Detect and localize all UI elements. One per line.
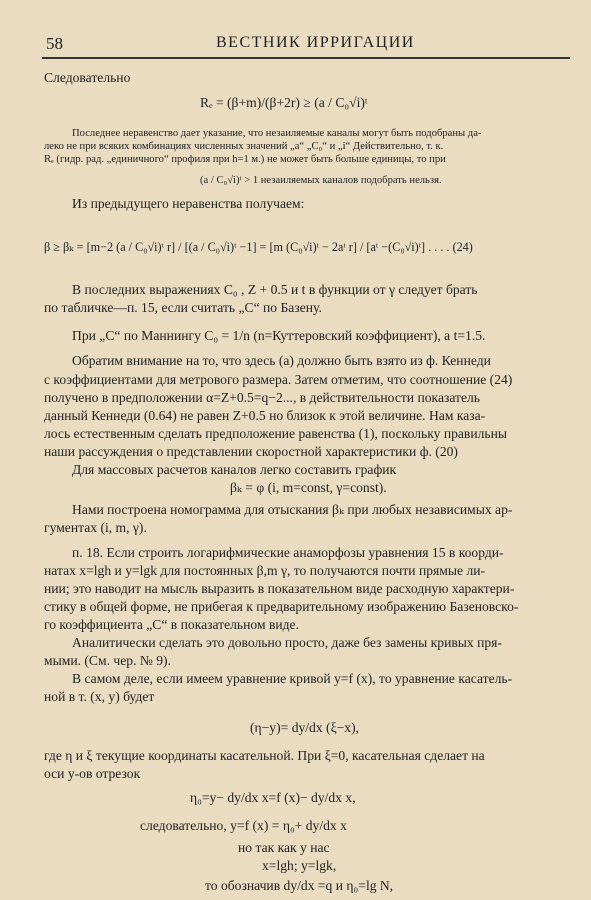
text-line: леко не при всяких комбинациях численных значений „a“ „C₀“ и „i“ Действительно, т. к. [44, 141, 444, 152]
header-rule [42, 57, 570, 59]
text-line: Для массовых расчетов каналов легко составить график [72, 462, 397, 477]
text-line: мыми. (См. чер. № 9). [44, 653, 171, 668]
text-line: где η и ξ текущие координаты касательной. При ξ=0, касательная сделает на [44, 748, 485, 763]
text-line: лось естественным сделать предположение равенства (1), поскольку правильны [44, 426, 508, 441]
text-line: Последнее неравенство дает указание, что незаиляемые каналы могут быть подобраны да- [72, 128, 482, 139]
text-line: В последних выражениях C₀ , Z + 0.5 и t в функции от γ следует брать [72, 282, 478, 297]
text-line: но так как y нас [238, 840, 330, 855]
formula-y: следовательно, y=f (x) = η₀+ dy/dx x [140, 818, 347, 833]
text-line: Из предыдущего неравенства получаем: [72, 196, 305, 211]
text-line: нии; это наводит на мысль выразить в показательном виде расходную характери- [44, 581, 515, 596]
text-line: Rₑ (гидр. рад. „единичного“ профиля при h=1 м.) не может быть больше единицы, то при [44, 154, 446, 165]
section-18-start: п. 18. Если строить логарифмические анаморфозы уравнения 15 в коорди- [72, 545, 504, 560]
text-line: по табличке—п. 15, если считать „C“ по Базену. [44, 300, 322, 315]
journal-title: ВЕСТНИК ИРРИГАЦИИ [216, 34, 415, 51]
formula-tangent: (η−y)= dy/dx (ξ−x), [250, 720, 360, 735]
text-line: стику в общей форме, не прибегая к предварительному изображению Базеновско- [44, 599, 519, 614]
text-line: В самом деле, если имеем уравнение кривой y=f (x), то уравнение касатель- [72, 671, 513, 686]
text-line: оси y-ов отрезок [44, 766, 141, 781]
text-line: ной в т. (x, y) будет [44, 689, 155, 704]
page-number: 58 [46, 34, 63, 53]
text-line: Аналитически сделать это довольно просто, даже без замены кривых пря- [72, 635, 502, 650]
text-line: гументах (i, m, γ). [44, 520, 147, 535]
formula-eta0: η₀=y− dy/dx x=f (x)− dy/dx x, [190, 790, 356, 805]
formula-condition: (a / C₀√i)ᵗ > 1 незаиляемых каналов подобрать нельзя. [200, 175, 442, 186]
text-line: Обратим внимание на то, что здесь (a) должно быть взято из ф. Кеннеди [72, 353, 491, 368]
text-line: данный Кеннеди (0.64) не равен Z+0.5 но близок к этой величине. Нам каза- [44, 408, 486, 423]
text-line: Нами построена номограмма для отыскания βₖ при любых независимых ар- [72, 502, 513, 517]
formula-xy: x=lgh; y=lgk, [262, 858, 337, 873]
text-line: получено в предположении α=Z+0.5=q−2..., в действительности показатель [44, 390, 480, 405]
formula-24: β ≥ βₖ = [m−2 (a / C₀√i)ᵗ r] / [(a / C₀√i)ᵗ −1] = [m (C₀√i)ᵗ − 2aᵗ r] / [aᵗ −(C₀√i)ᵗ] . . . . (24) [44, 240, 473, 254]
text-line: натах x=lgh и y=lgk для постоянных β,m γ, то получаются почти прямые ли- [44, 563, 486, 578]
formula-notation: то обозначив dy/dx =q и η₀=lg N, [205, 878, 394, 893]
formula-beta-k: βₖ = φ (i, m=const, γ=const). [230, 480, 387, 495]
text-line: наши рассуждения о представлении скоростной характеристики ф. (20) [44, 444, 458, 459]
formula-re: Rₑ = (β+m)/(β+2r) ≥ (a / C₀√i)ᵗ [200, 95, 368, 110]
text-line: Следовательно [44, 70, 131, 85]
text-line: го коэффициента „C“ в показательном виде. [44, 617, 299, 632]
page-header [46, 34, 566, 54]
text-line: с коэффициентами для метрового размера. Затем отметим, что соотношение (24) [44, 372, 513, 387]
text-line: При „C“ по Маннингу C₀ = 1/n (n=Куттеровский коэффициент), а t=1.5. [72, 328, 486, 343]
